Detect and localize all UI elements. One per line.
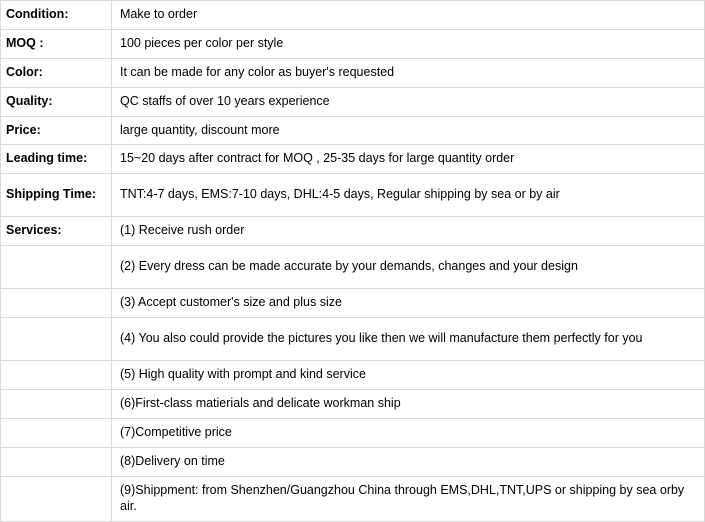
row-value: (7)Competitive price [112, 418, 705, 447]
table-row [1, 87, 705, 116]
table-row [1, 418, 705, 447]
row-label: Color: [1, 58, 112, 87]
table-row [1, 476, 705, 522]
row-label-empty [1, 389, 112, 418]
row-label: Condition: [1, 1, 112, 30]
row-label-empty [1, 289, 112, 318]
row-value: 15~20 days after contract for MOQ , 25-35 days for large quantity order [112, 145, 705, 174]
row-label-empty [1, 318, 112, 361]
table-row [1, 318, 705, 361]
table-row [1, 361, 705, 390]
table-row [1, 246, 705, 289]
row-label: Price: [1, 116, 112, 145]
row-label: Shipping Time: [1, 174, 112, 217]
row-label-empty [1, 361, 112, 390]
row-value: (8)Delivery on time [112, 447, 705, 476]
row-value: (6)First-class matierials and delicate workman ship [112, 389, 705, 418]
table-row [1, 145, 705, 174]
table-row [1, 289, 705, 318]
row-value: (3) Accept customer's size and plus size [112, 289, 705, 318]
row-label-empty [1, 246, 112, 289]
spec-table-body [1, 1, 705, 522]
row-label: Leading time: [1, 145, 112, 174]
row-label: Quality: [1, 87, 112, 116]
row-value: TNT:4-7 days, EMS:7-10 days, DHL:4-5 days, Regular shipping by sea or by air [112, 174, 705, 217]
table-row [1, 1, 705, 30]
row-value: (5) High quality with prompt and kind service [112, 361, 705, 390]
table-row [1, 389, 705, 418]
row-value: (2) Every dress can be made accurate by your demands, changes and your design [112, 246, 705, 289]
row-value: Make to order [112, 1, 705, 30]
row-label: MOQ : [1, 29, 112, 58]
row-value: It can be made for any color as buyer's requested [112, 58, 705, 87]
row-label-empty [1, 476, 112, 522]
table-row [1, 447, 705, 476]
row-label: Services: [1, 217, 112, 246]
row-label-empty [1, 418, 112, 447]
row-value: 100 pieces per color per style [112, 29, 705, 58]
row-value: (9)Shippment: from Shenzhen/Guangzhou China through EMS,DHL,TNT,UPS or shipping by sea orby air. [112, 476, 705, 522]
table-row [1, 217, 705, 246]
row-value: (1) Receive rush order [112, 217, 705, 246]
row-value: (4) You also could provide the pictures you like then we will manufacture them perfectly for you [112, 318, 705, 361]
table-row [1, 116, 705, 145]
row-label-empty [1, 447, 112, 476]
table-row [1, 174, 705, 217]
row-value: QC staffs of over 10 years experience [112, 87, 705, 116]
table-row [1, 29, 705, 58]
table-row [1, 58, 705, 87]
row-value: large quantity, discount more [112, 116, 705, 145]
